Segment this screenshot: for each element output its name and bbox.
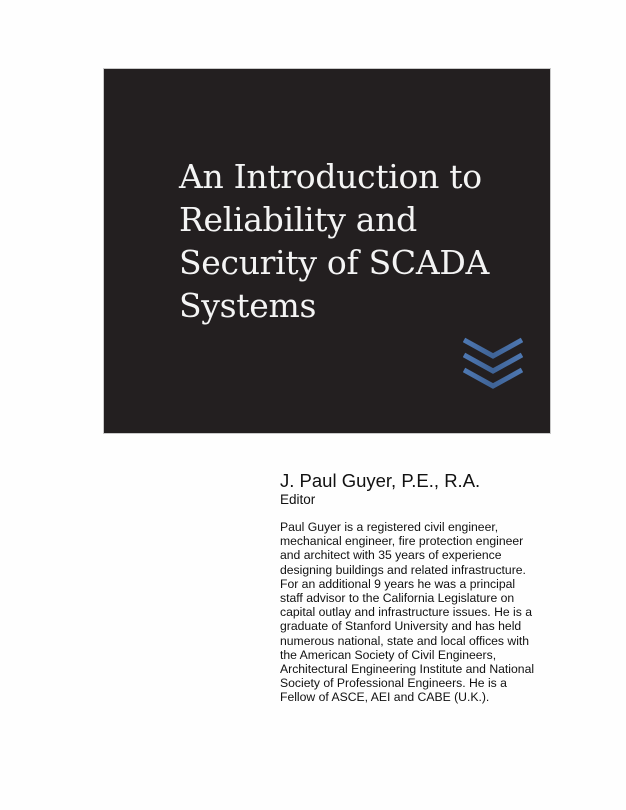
title-line: An Introduction to xyxy=(179,157,482,196)
bio-line: mechanical engineer, fire protection engineer xyxy=(280,534,524,549)
title-line: Reliability and xyxy=(179,200,417,239)
bio-line: Society of Professional Engineers. He is a xyxy=(280,676,507,691)
author-bio xyxy=(280,520,535,705)
bio-line: Fellow of ASCE, AEI and CABE (U.K.). xyxy=(280,690,490,705)
title-line: Systems xyxy=(179,286,317,325)
bio-line: staff advisor to the California Legislature on xyxy=(280,591,515,606)
bio-line: graduate of Stanford University and has held xyxy=(280,619,522,634)
bio-line: capital outlay and infrastructure issues. He is a xyxy=(280,605,532,620)
author-block xyxy=(280,470,480,508)
bio-line: Architectural Engineering Institute and National xyxy=(280,662,535,677)
author-name: J. Paul Guyer, P.E., R.A. xyxy=(280,470,481,491)
bio-line: Paul Guyer is a registered civil engineer, xyxy=(280,520,499,534)
bio-line: the American Society of Civil Engineers, xyxy=(280,647,497,662)
triple-chevron-down-icon xyxy=(463,337,523,395)
book-title xyxy=(179,155,489,327)
bio-line: designing buildings and related infrastructure. xyxy=(280,562,526,577)
cover-panel xyxy=(104,69,550,433)
title-line: Security of SCADA xyxy=(179,243,490,282)
bio-line: For an additional 9 years he was a principal xyxy=(280,576,516,591)
author-role: Editor xyxy=(280,492,316,507)
bio-line: numerous national, state and local offices with xyxy=(280,633,530,648)
bio-line: and architect with 35 years of experience xyxy=(280,548,502,563)
